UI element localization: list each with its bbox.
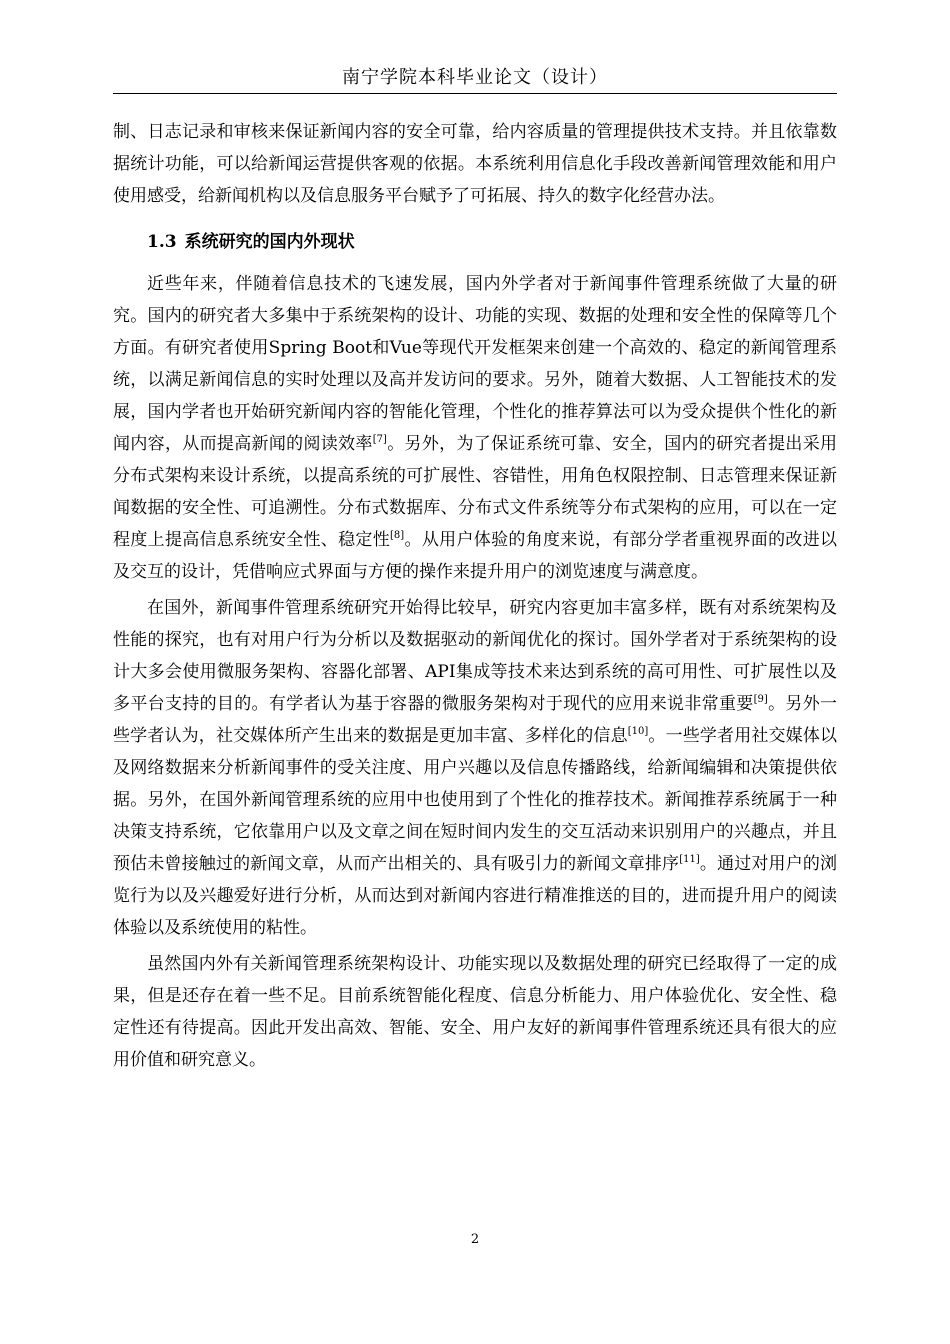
citation-ref: [7] bbox=[372, 434, 387, 445]
citation-ref: [8] bbox=[390, 530, 405, 541]
section-title: 系统研究的国内外现状 bbox=[184, 232, 355, 252]
section-number: 1.3 bbox=[147, 232, 177, 252]
paragraph-text: 。从用户体验的角度来说，有部分学者重视界面的改进以及交互的设计，凭借响应式界面与方便的操作来提升用户的浏览速度与满意度。 bbox=[113, 530, 838, 582]
citation-ref: [10] bbox=[627, 726, 649, 737]
paragraph-text: 虽然国内外有关新闻管理系统架构设计、功能实现以及数据处理的研究已经取得了一定的成果，但是还存在着一些不足。目前系统智能化程度、信息分析能力、用户体验优化、安全性、稳定性还有待提高。因此开发出高效、智能、安全、用户友好的新闻事件管理系统还具有很大的应用价值和研究意义。 bbox=[113, 954, 837, 1070]
citation-ref: [9] bbox=[753, 694, 768, 705]
section-heading bbox=[113, 226, 837, 258]
paragraph-text: 近些年来，伴随着信息技术的飞速发展，国内外学者对于新闻事件管理系统做了大量的研究。国内的研究者大多集中于系统架构的设计、功能的实现、数据的处理和安全性的保障等几个方面。有研究者使用Spring Boot和Vue等现代开发框架来创建一个高效的、稳定的新闻管理系统，以满足新闻信息的实时处理以及高并发访问的要求。另外，随着大数据、人工智能技术的发展，国内学者也开始研究新闻内容的智能化管理，个性化的推荐算法可以为受众提供个性化的新闻内容，从而提高新闻的阅读效率 bbox=[113, 274, 837, 454]
paragraph-summary bbox=[113, 948, 837, 1076]
paragraph-text: 。一些学者用社交媒体以及网络数据来分析新闻事件的受关注度、用户兴趣以及信息传播路线，给新闻编辑和决策提供依据。另外，在国外新闻管理系统的应用中也使用到了个性化的推荐技术。新闻推荐系统属于一种决策支持系统，它依靠用户以及文章之间在短时间内发生的交互活动来识别用户的兴趣点，并且预估未曾接触过的新闻文章，从而产出相关的、具有吸引力的新闻文章排序 bbox=[113, 726, 838, 874]
paragraph-text: 。另外，为了保证系统可靠、安全，国内的研究者提出采用分布式架构来设计系统，以提高系统的可扩展性、容错性，用角色权限控制、日志管理来保证新闻数据的安全性、可追溯性。分布式数据库、分布式文件系统等分布式架构的应用，可以在一定程度上提高信息系统安全性、稳定性 bbox=[113, 434, 838, 550]
page-header-title: 南宁学院本科毕业论文（设计） bbox=[342, 67, 608, 88]
header-divider bbox=[113, 93, 837, 94]
continued-paragraph bbox=[113, 116, 837, 212]
paragraph-text: 制、日志记录和审核来保证新闻内容的安全可靠，给内容质量的管理提供技术支持。并且依靠数据统计功能，可以给新闻运营提供客观的依据。本系统利用信息化手段改善新闻管理效能和用户使用感受，给新闻机构以及信息服务平台赋予了可拓展、持久的数字化经营办法。 bbox=[113, 122, 837, 206]
page-body bbox=[113, 116, 837, 1080]
page-number: 2 bbox=[470, 1232, 480, 1247]
citation-ref: [11] bbox=[679, 854, 700, 865]
paragraph-text: 在国外，新闻事件管理系统研究开始得比较早，研究内容更加丰富多样，既有对系统架构及性能的探究，也有对用户行为分析以及数据驱动的新闻优化的探讨。国外学者对于系统架构的设计大多会使用微服务架构、容器化部署、API集成等技术来达到系统的高可用性、可扩展性以及多平台支持的目的。有学者认为基于容器的微服务架构对于现代的应用来说非常重要 bbox=[113, 598, 837, 714]
paragraph-foreign-research bbox=[113, 592, 837, 944]
paragraph-domestic-research bbox=[113, 268, 837, 588]
paragraph-text: 。通过对用户的浏览行为以及兴趣爱好进行分析，从而达到对新闻内容进行精准推送的目的，进而提升用户的阅读体验以及系统使用的粘性。 bbox=[113, 854, 838, 938]
paragraph-text: 。另外一些学者认为，社交媒体所产生出来的数据是更加丰富、多样化的信息 bbox=[113, 694, 838, 746]
